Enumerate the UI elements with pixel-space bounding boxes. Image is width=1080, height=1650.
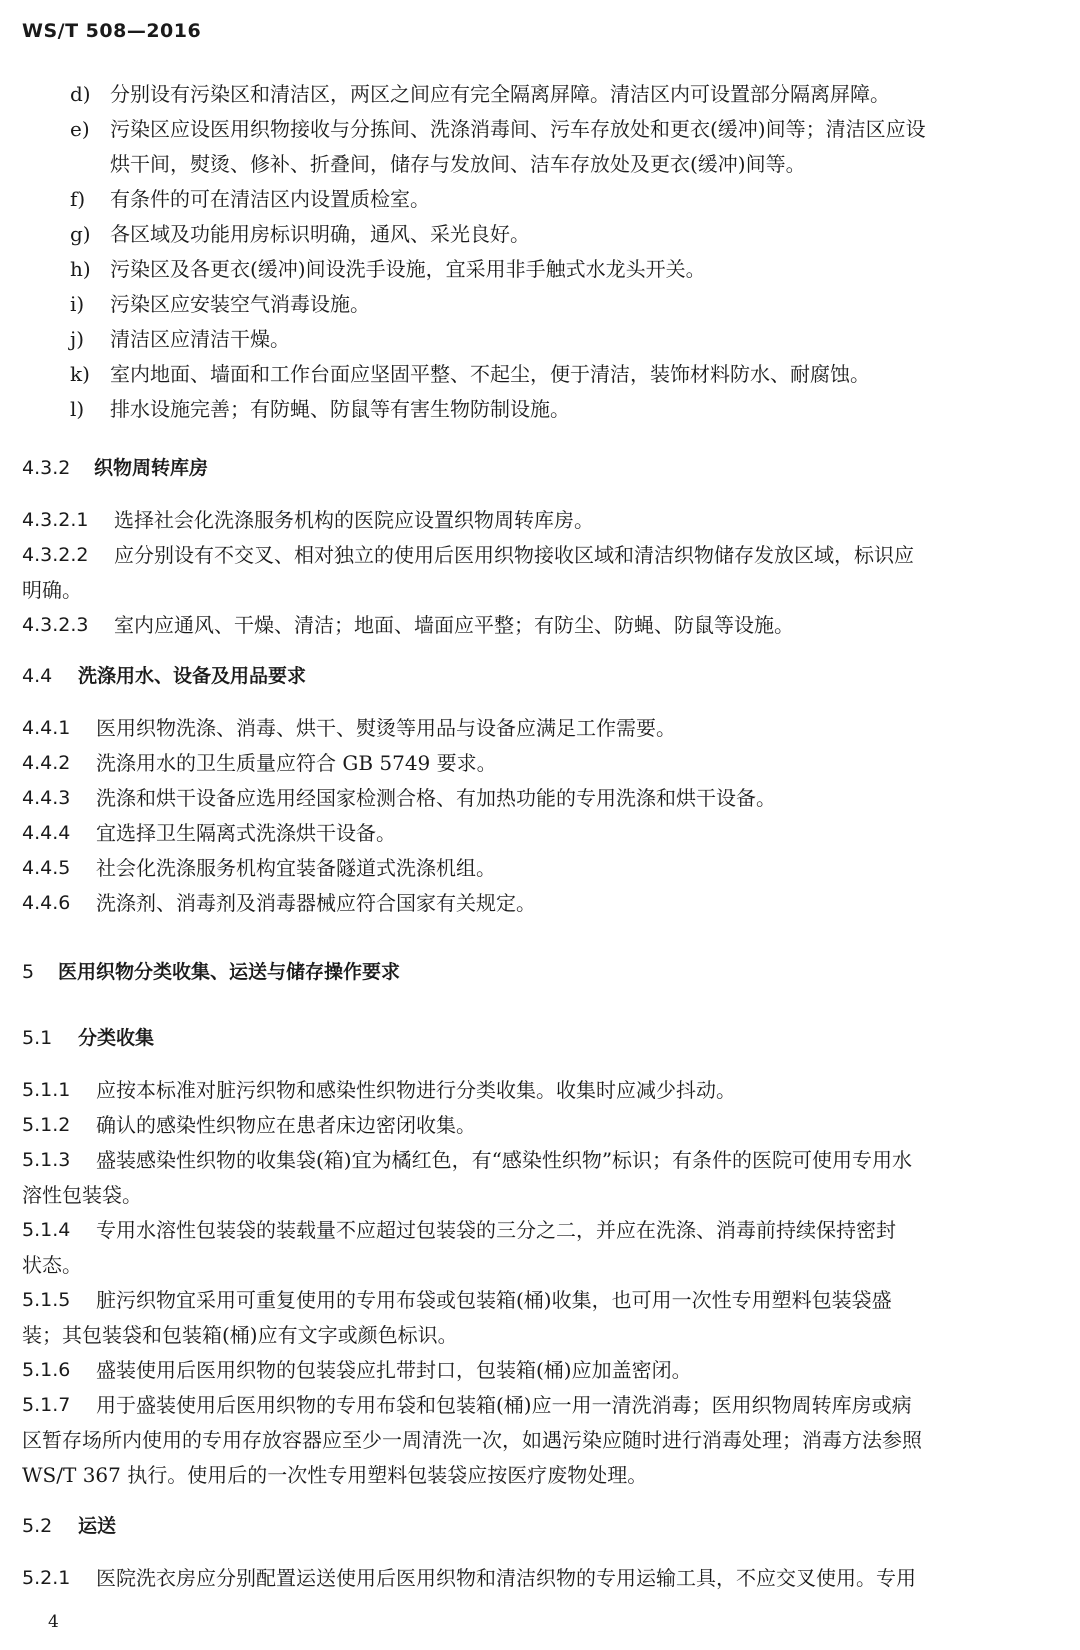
list-text: 污染区应设医用织物接收与分拣间、洗涤消毒间、污车存放处和更衣(缓冲)间等；清洁区应设: [110, 117, 926, 141]
list-text: 有条件的可在清洁区内设置质检室。: [110, 187, 430, 211]
clause-text-continuation: WS/T 367 执行。使用后的一次性专用塑料包装袋应按医疗废物处理。: [22, 1463, 648, 1487]
section-heading: [22, 1514, 117, 1538]
list-label: f): [70, 187, 86, 211]
clause-number: 5.1.5: [22, 1289, 71, 1311]
clause-number: 4.4.6: [22, 892, 71, 914]
list-label: g): [70, 222, 91, 246]
clause-number: 4.3.2.3: [22, 614, 89, 636]
section-heading: [22, 1026, 155, 1050]
clause-number: 4.4.4: [22, 822, 71, 844]
clause-text-continuation: 状态。: [22, 1253, 82, 1277]
section-title: 织物周转库房: [94, 457, 209, 479]
clause-text: 洗涤和烘干设备应选用经国家检测合格、有加热功能的专用洗涤和烘干设备。: [96, 786, 776, 810]
clause-number: 5.1.4: [22, 1219, 71, 1241]
standard-id: WS/T 508—2016: [22, 20, 202, 42]
section-number: 4.3.2: [22, 457, 71, 479]
list-text: 分别设有污染区和清洁区，两区之间应有完全隔离屏障。清洁区内可设置部分隔离屏障。: [110, 82, 890, 106]
clause-number: 5.1.6: [22, 1359, 71, 1381]
section-heading: [22, 664, 307, 688]
clause-text: 洗涤用水的卫生质量应符合 GB 5749 要求。: [96, 751, 497, 775]
clause-text: 宜选择卫生隔离式洗涤烘干设备。: [96, 821, 396, 845]
clause-text: 用于盛装使用后医用织物的专用布袋和包装箱(桶)应一用一清洗消毒；医用织物周转库房或病: [96, 1393, 912, 1417]
list-text-continuation: 烘干间，熨烫、修补、折叠间，储存与发放间、洁车存放处及更衣(缓冲)间等。: [110, 152, 806, 176]
clause-number: 4.4.3: [22, 787, 71, 809]
clause-text: 洗涤剂、消毒剂及消毒器械应符合国家有关规定。: [96, 891, 536, 915]
clause-number: 4.4.5: [22, 857, 71, 879]
clause-number: 4.4.1: [22, 717, 71, 739]
section-heading: [22, 456, 209, 480]
clause-text: 医用织物洗涤、消毒、烘干、熨烫等用品与设备应满足工作需要。: [96, 716, 676, 740]
chapter-number: 5: [22, 961, 35, 983]
chapter-heading: [22, 960, 401, 984]
list-text: 污染区应安装空气消毒设施。: [110, 292, 370, 316]
clause-number: 4.3.2.1: [22, 509, 89, 531]
clause-text-continuation: 溶性包装袋。: [22, 1183, 142, 1207]
clause-number: 5.1.3: [22, 1149, 71, 1171]
chapter-title: 医用织物分类收集、运送与储存操作要求: [58, 961, 401, 983]
section-number: 4.4: [22, 665, 53, 687]
section-number: 5.2: [22, 1515, 53, 1537]
clause-text: 室内应通风、干燥、清洁；地面、墙面应平整；有防尘、防蝇、防鼠等设施。: [114, 613, 794, 637]
section-title: 运送: [78, 1515, 117, 1537]
clause-text: 社会化洗涤服务机构宜装备隧道式洗涤机组。: [96, 856, 496, 880]
list-text: 清洁区应清洁干燥。: [110, 327, 290, 351]
list-label: j): [70, 327, 85, 351]
list-text: 污染区及各更衣(缓冲)间设洗手设施，宜采用非手触式水龙头开关。: [110, 257, 706, 281]
clause-number: 4.4.2: [22, 752, 71, 774]
list-label: h): [70, 257, 91, 281]
clause-text-continuation: 区暂存场所内使用的专用存放容器应至少一周清洗一次，如遇污染应随时进行消毒处理；消毒方法参照: [22, 1428, 922, 1452]
clause-number: 5.1.7: [22, 1394, 71, 1416]
clause-text: 脏污织物宜采用可重复使用的专用布袋或包装箱(桶)收集，也可用一次性专用塑料包装袋盛: [96, 1288, 892, 1312]
list-label: e): [70, 117, 90, 141]
list-label: i): [70, 292, 85, 316]
clause-text: 选择社会化洗涤服务机构的医院应设置织物周转库房。: [114, 508, 594, 532]
list-text: 室内地面、墙面和工作台面应坚固平整、不起尘，便于清洁，装饰材料防水、耐腐蚀。: [110, 362, 870, 386]
clause-text-continuation: 明确。: [22, 578, 82, 602]
page-number: 4: [48, 1612, 59, 1632]
clause-number: 4.3.2.2: [22, 544, 89, 566]
clause-text: 专用水溶性包装袋的装载量不应超过包装袋的三分之二，并应在洗涤、消毒前持续保持密封: [96, 1218, 896, 1242]
clause-text: 确认的感染性织物应在患者床边密闭收集。: [96, 1113, 476, 1137]
list-label: k): [70, 362, 90, 386]
clause-text: 应分别设有不交叉、相对独立的使用后医用织物接收区域和清洁织物储存发放区域，标识应: [114, 543, 914, 567]
clause-number: 5.1.1: [22, 1079, 71, 1101]
clause-number: 5.2.1: [22, 1567, 71, 1589]
clause-text: 应按本标准对脏污织物和感染性织物进行分类收集。收集时应减少抖动。: [96, 1078, 736, 1102]
clause-text: 盛装使用后医用织物的包装袋应扎带封口，包装箱(桶)应加盖密闭。: [96, 1358, 692, 1382]
list-label: l): [70, 397, 85, 421]
list-label: d): [70, 82, 91, 106]
clause-number: 5.1.2: [22, 1114, 71, 1136]
clause-text: 医院洗衣房应分别配置运送使用后医用织物和清洁织物的专用运输工具，不应交叉使用。专用: [96, 1566, 916, 1590]
list-text: 各区域及功能用房标识明确，通风、采光良好。: [110, 222, 530, 246]
clause-text-continuation: 装；其包装袋和包装箱(桶)应有文字或颜色标识。: [22, 1323, 458, 1347]
section-title: 分类收集: [78, 1027, 155, 1049]
section-number: 5.1: [22, 1027, 53, 1049]
section-title: 洗涤用水、设备及用品要求: [78, 665, 307, 687]
clause-text: 盛装感染性织物的收集袋(箱)宜为橘红色，有“感染性织物”标识；有条件的医院可使用专用水: [96, 1148, 913, 1172]
list-text: 排水设施完善；有防蝇、防鼠等有害生物防制设施。: [110, 397, 570, 421]
